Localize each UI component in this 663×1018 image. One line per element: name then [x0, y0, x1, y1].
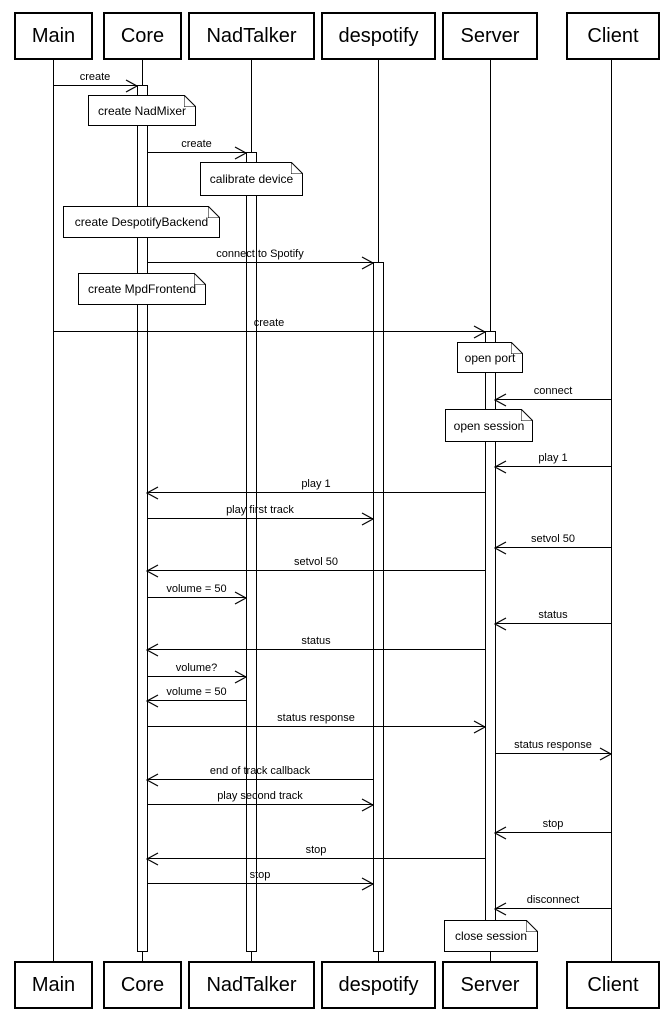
lifeline-client — [611, 60, 612, 961]
actor-box-core-top — [103, 12, 182, 60]
arrowhead-icon — [146, 486, 159, 500]
message-connect-to-spotify — [147, 246, 373, 263]
actor-label: despotify — [338, 24, 419, 47]
message-status — [147, 633, 485, 650]
message-label: create — [253, 317, 285, 329]
message-play-1 — [147, 476, 485, 493]
message-status — [495, 607, 611, 624]
note-fold-icon — [208, 206, 220, 218]
actor-label: Server — [460, 24, 520, 47]
arrowhead-icon — [494, 541, 507, 555]
message-line — [147, 597, 246, 598]
arrowhead-icon — [494, 902, 507, 916]
message-label: volume = 50 — [166, 686, 227, 698]
message-stop — [147, 842, 485, 859]
message-label: status — [538, 609, 568, 621]
message-line — [495, 753, 611, 754]
message-line — [147, 492, 485, 493]
message-label: disconnect — [526, 894, 580, 906]
actor-box-main-bottom — [14, 961, 93, 1009]
message-line — [147, 518, 373, 519]
arrowhead-icon — [125, 79, 138, 93]
message-label: end of track callback — [209, 765, 311, 777]
message-label: status — [301, 635, 331, 647]
actor-label: NadTalker — [206, 24, 297, 47]
message-label: stop — [542, 818, 564, 830]
arrowhead-icon — [494, 826, 507, 840]
message-label: status response — [277, 712, 355, 724]
arrowhead-icon — [146, 852, 159, 866]
actor-label: Client — [587, 24, 639, 47]
actor-box-client-top — [566, 12, 660, 60]
message-line — [147, 883, 373, 884]
message-line — [495, 832, 611, 833]
message-label: volume = 50 — [166, 583, 227, 595]
arrowhead-icon — [494, 393, 507, 407]
note-text: open session — [453, 418, 525, 433]
message-line — [147, 152, 246, 153]
arrowhead-icon — [146, 694, 159, 708]
actor-box-main-top — [14, 12, 93, 60]
message-label: connect — [533, 385, 573, 397]
note-fold-icon — [521, 409, 533, 421]
arrowhead-icon — [473, 720, 486, 734]
note-fold-icon — [511, 342, 523, 354]
message-line — [147, 570, 485, 571]
message-status-response — [495, 737, 611, 754]
arrowhead-icon — [146, 564, 159, 578]
arrowhead-icon — [599, 747, 612, 761]
note-open-port — [457, 342, 523, 373]
note-create-nadmixer — [88, 95, 196, 126]
arrowhead-icon — [146, 643, 159, 657]
arrowhead-icon — [234, 591, 247, 605]
message-create — [53, 315, 485, 332]
actor-box-server-top — [442, 12, 538, 60]
arrowhead-icon — [234, 670, 247, 684]
message-label: stop — [305, 844, 327, 856]
message-status-response — [147, 710, 485, 727]
note-open-session — [445, 409, 533, 442]
note-create-mpdfrontend — [78, 273, 206, 305]
message-line — [147, 804, 373, 805]
message-setvol-50 — [147, 554, 485, 571]
note-text: close session — [454, 929, 528, 943]
activation-nadtalker — [246, 152, 257, 952]
actor-box-nadtalker-top — [188, 12, 315, 60]
actor-label: Core — [120, 24, 165, 47]
note-fold-icon — [184, 95, 196, 107]
message-line — [495, 908, 611, 909]
arrowhead-icon — [494, 617, 507, 631]
message-line — [495, 547, 611, 548]
note-text: create NadMixer — [97, 103, 187, 118]
actor-box-core-bottom — [103, 961, 182, 1009]
message-volume-50 — [147, 581, 246, 598]
message-disconnect — [495, 892, 611, 909]
arrowhead-icon — [146, 773, 159, 787]
message-label: status response — [514, 739, 592, 751]
actor-label: Server — [460, 973, 520, 996]
actor-label: Core — [120, 973, 165, 996]
note-fold-icon — [526, 920, 538, 932]
note-text: open port — [464, 350, 516, 365]
message-line — [495, 399, 611, 400]
message-line — [147, 700, 246, 701]
arrowhead-icon — [361, 798, 374, 812]
message-line — [495, 623, 611, 624]
actor-box-server-bottom — [442, 961, 538, 1009]
message-create — [147, 136, 246, 153]
message-label: create — [181, 138, 212, 150]
note-fold-icon — [291, 162, 303, 174]
lifeline-main — [53, 60, 54, 961]
arrowhead-icon — [361, 512, 374, 526]
actor-label: Main — [31, 24, 76, 47]
actor-box-despotify-bottom — [321, 961, 436, 1009]
message-line — [147, 262, 373, 263]
actor-box-despotify-top — [321, 12, 436, 60]
message-label: create — [79, 71, 111, 83]
note-text: create MpdFrontend — [87, 282, 197, 296]
message-volume — [147, 660, 246, 677]
arrowhead-icon — [473, 325, 486, 339]
message-line — [147, 726, 485, 727]
actor-label: Client — [587, 973, 639, 996]
message-setvol-50 — [495, 531, 611, 548]
note-text: create DespotifyBackend — [74, 215, 209, 229]
message-end-of-track-callback — [147, 763, 373, 780]
message-line — [495, 466, 611, 467]
message-connect — [495, 383, 611, 400]
message-line — [147, 676, 246, 677]
actor-box-client-bottom — [566, 961, 660, 1009]
message-line — [147, 858, 485, 859]
message-label: play first track — [226, 504, 294, 516]
note-text: calibrate device — [209, 172, 294, 186]
arrowhead-icon — [494, 460, 507, 474]
message-stop — [495, 816, 611, 833]
message-label: setvol 50 — [530, 533, 576, 545]
actor-label: despotify — [338, 973, 419, 996]
message-line — [53, 331, 485, 332]
message-play-1 — [495, 450, 611, 467]
message-label: connect to Spotify — [216, 248, 304, 260]
note-close-session — [444, 920, 538, 952]
message-stop — [147, 867, 373, 884]
note-fold-icon — [194, 273, 206, 285]
actor-box-nadtalker-bottom — [188, 961, 315, 1009]
message-play-second-track — [147, 788, 373, 805]
arrowhead-icon — [361, 256, 374, 270]
actor-label: Main — [31, 973, 76, 996]
actor-label: NadTalker — [206, 973, 297, 996]
message-label: play second track — [217, 790, 303, 802]
message-label: volume? — [175, 662, 218, 674]
message-line — [147, 649, 485, 650]
message-label: setvol 50 — [293, 556, 339, 568]
message-create — [53, 69, 137, 86]
message-label: stop — [249, 869, 271, 881]
message-volume-50 — [147, 684, 246, 701]
arrowhead-icon — [234, 146, 247, 160]
message-label: play 1 — [538, 452, 568, 464]
note-create-despotifybackend — [63, 206, 220, 238]
message-label: play 1 — [301, 478, 331, 490]
arrowhead-icon — [361, 877, 374, 891]
note-calibrate-device — [200, 162, 303, 196]
message-play-first-track — [147, 502, 373, 519]
message-line — [147, 779, 373, 780]
